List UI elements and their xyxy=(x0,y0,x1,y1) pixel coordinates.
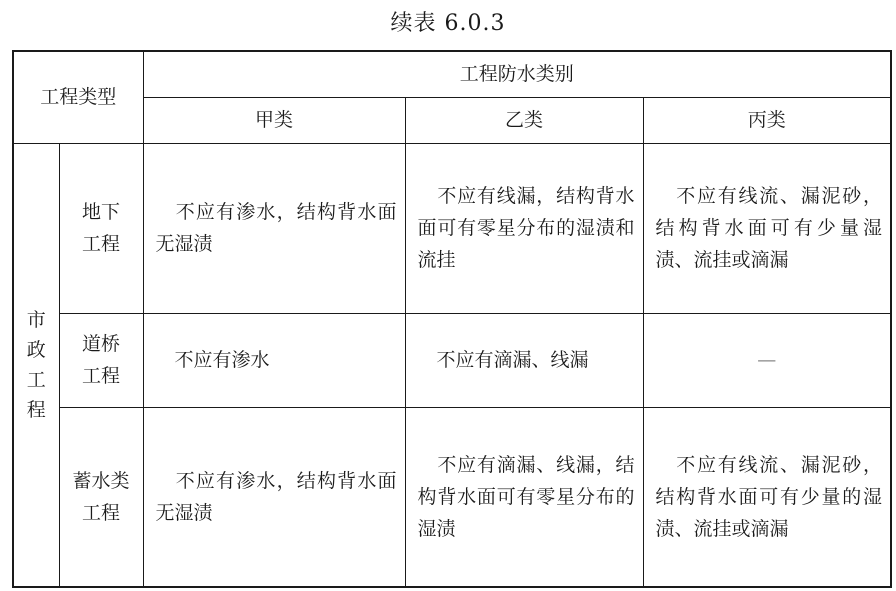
row-label-line: 工程 xyxy=(82,365,121,387)
cell-class-c xyxy=(643,313,891,407)
cell-text: 不应有渗水 xyxy=(155,349,270,371)
cell-text: 不应有线漏，结构背水面可有零星分布的湿渍和流挂 xyxy=(417,185,635,271)
header-class-b: 乙类 xyxy=(405,97,643,143)
cell-text: 不应有线流、漏泥砂，结构背水面可有少量湿渍、流挂或滴漏 xyxy=(655,185,883,271)
cell-text: 不应有滴漏、线漏，结构背水面可有零星分布的湿渍 xyxy=(417,453,635,540)
cell-class-c xyxy=(643,407,891,587)
cell-class-a xyxy=(143,313,405,407)
header-project-type: 工程类型 xyxy=(13,51,143,143)
cell-text: 不应有滴漏、线漏 xyxy=(417,349,589,371)
row-label-line: 工程 xyxy=(82,501,121,524)
cell-text: 不应有渗水，结构背水面无湿渍 xyxy=(155,201,397,255)
group-char: 程 xyxy=(26,398,46,421)
group-label-municipal xyxy=(13,143,59,587)
table-caption: 续表 6.0.3 xyxy=(390,11,506,36)
cell-class-a xyxy=(143,143,405,313)
group-char: 市 xyxy=(26,308,46,331)
row-label-bridge xyxy=(59,313,143,407)
cell-text: 不应有线流、漏泥砂，结构背水面可有少量的湿渍、流挂或滴漏 xyxy=(655,453,883,540)
row-label-line: 地下 xyxy=(82,201,121,223)
table-row xyxy=(13,313,891,407)
row-label-line: 蓄水类 xyxy=(72,469,130,492)
header-class-a: 甲类 xyxy=(143,97,405,143)
header-class-c: 丙类 xyxy=(643,97,891,143)
cell-class-b xyxy=(405,313,643,407)
waterproof-class-table xyxy=(12,50,892,588)
row-label-line: 工程 xyxy=(82,233,121,255)
cell-text: 不应有渗水，结构背水面无湿渍 xyxy=(155,469,397,524)
cell-text: — xyxy=(757,349,777,371)
row-label-line: 道桥 xyxy=(82,333,121,355)
row-label-reservoir xyxy=(59,407,143,587)
header-category-group: 工程防水类别 xyxy=(143,51,891,97)
group-char: 政 xyxy=(26,338,46,361)
cell-class-b xyxy=(405,143,643,313)
cell-class-b xyxy=(405,407,643,587)
table-row xyxy=(13,407,891,587)
cell-class-c xyxy=(643,143,891,313)
cell-class-a xyxy=(143,407,405,587)
group-char: 工 xyxy=(26,368,46,391)
row-label-underground xyxy=(59,143,143,313)
table-row xyxy=(13,143,891,313)
